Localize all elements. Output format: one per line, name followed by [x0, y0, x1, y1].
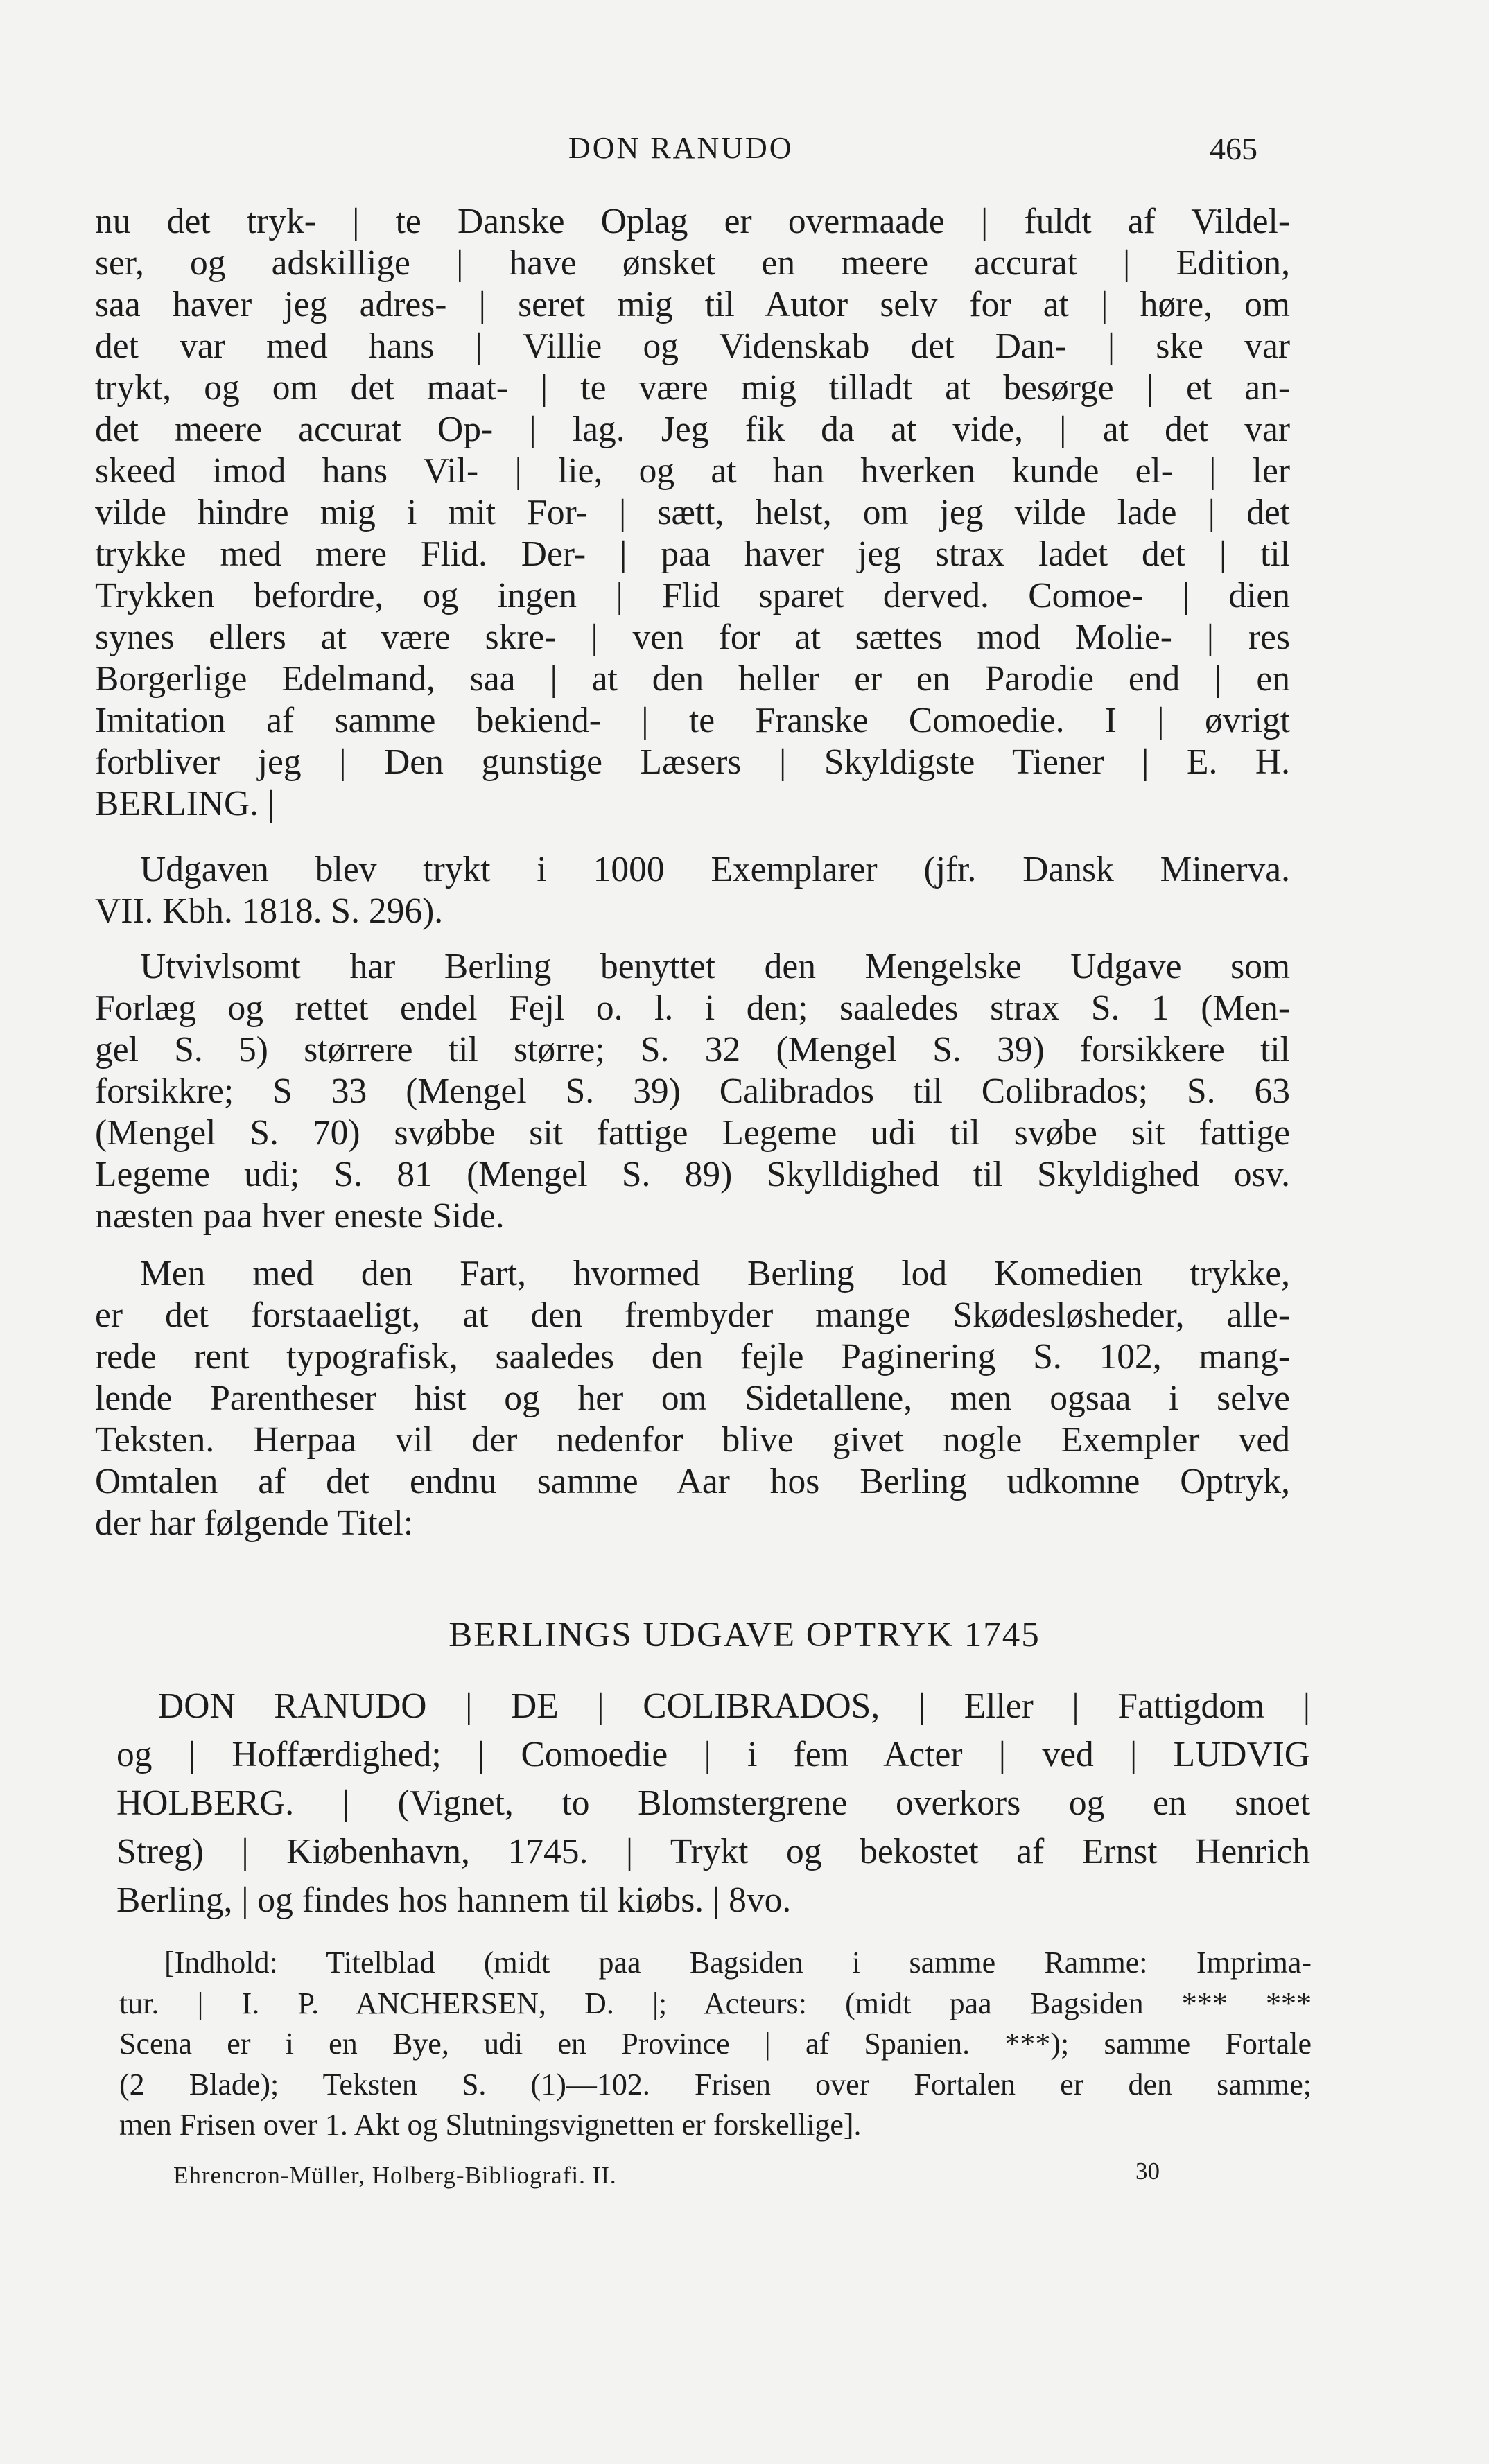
text-line: Utvivlsomt har Berling benyttet den Mengelske Udgave som — [140, 947, 1290, 986]
section-heading: BERLINGS UDGAVE OPTRYK 1745 — [449, 1616, 1040, 1654]
text-line: rede rent typografisk, saaledes den fejle Paginering S. 102, mang- — [95, 1337, 1290, 1377]
text-line: det meere accurat Op- | lag. Jeg fik da at vide, | at det var — [95, 410, 1290, 449]
text-line: lende Parentheser hist og her om Sidetallene, men ogsaa i selve — [95, 1379, 1290, 1418]
text-line: Berling, | og findes hos hannem til kiøbs. | 8vo. — [116, 1880, 792, 1920]
text-line: Forlæg og rettet endel Fejl o. l. i den; saaledes strax S. 1 (Men- — [95, 988, 1290, 1028]
text-line: vilde hindre mig i mit For- | sætt, helst, om jeg vilde lade | det — [95, 493, 1290, 532]
paragraph-mengel-edition — [95, 946, 1290, 1237]
text-line: ser, og adskillige | have ønsket en meere accurat | Edition, — [95, 243, 1290, 283]
running-title: DON RANUDO — [568, 131, 794, 165]
quoted-preface — [95, 201, 1290, 825]
text-line: næsten paa hver eneste Side. — [95, 1196, 505, 1236]
text-line: Men med den Fart, hvormed Berling lod Komedien trykke, — [140, 1254, 1290, 1293]
footer-text: Ehrencron-Müller, Holberg-Bibliografi. II. — [173, 2162, 617, 2189]
text-line: VII. Kbh. 1818. S. 296). — [95, 891, 444, 931]
quote-paragraph — [95, 201, 1290, 825]
text-line: Scena er i en Bye, udi en Province | af Spanien. ***); samme Fortale — [119, 2027, 1312, 2061]
text-line: men Frisen over 1. Akt og Slutningsvignetten er forskellige]. — [119, 2108, 862, 2142]
text-line: Legeme udi; S. 81 (Mengel S. 89) Skylldighed til Skyldighed osv. — [95, 1155, 1290, 1194]
text-line: trykt, og om det maat- | te være mig tilladt at besørge | et an- — [95, 368, 1290, 408]
paragraph-printing-errors — [95, 1253, 1290, 1544]
text-line: HOLBERG. | (Vignet, to Blomstergrene overkors og en snoet — [116, 1783, 1310, 1823]
text-line: (2 Blade); Teksten S. (1)—102. Frisen over Fortalen er den samme; — [119, 2067, 1312, 2102]
text-line: nu det tryk- | te Danske Oplag er overmaade | fuldt af Vildel- — [95, 202, 1290, 241]
text-line: synes ellers at være skre- | ven for at sættes mod Molie- | res — [95, 618, 1290, 657]
text-line: forsikkre; S 33 (Mengel S. 39) Calibrados til Colibrados; S. 63 — [95, 1072, 1290, 1111]
paragraph-edition-size — [95, 849, 1290, 932]
text-line: BERLING. | — [95, 784, 275, 823]
text-line: Udgaven blev trykt i 1000 Exemplarer (jfr. Dansk Minerva. — [140, 850, 1290, 889]
running-head — [0, 130, 1489, 172]
text-line: Borgerlige Edelmand, saa | at den heller er en Parodie end | en — [95, 659, 1290, 699]
text-line: Omtalen af det endnu samme Aar hos Berling udkomne Optryk, — [95, 1462, 1290, 1501]
text-line: Trykken befordre, og ingen | Flid sparet derved. Comoe- | dien — [95, 576, 1290, 615]
contents-note — [119, 1943, 1312, 2146]
text-line: gel S. 5) størrere til større; S. 32 (Mengel S. 39) forsikkere til — [95, 1030, 1290, 1069]
text-line: Streg) | Kiøbenhavn, 1745. | Trykt og bekostet af Ernst Henrich — [116, 1832, 1310, 1871]
text-line: det var med hans | Villie og Videnskab det Dan- | ske var — [95, 326, 1290, 366]
page-footer — [0, 2158, 1489, 2196]
text-line: Teksten. Herpaa vil der nedenfor blive givet nogle Exempler ved — [95, 1420, 1290, 1460]
text-line: skeed imod hans Vil- | lie, og at han hverken kunde el- | ler — [95, 451, 1290, 491]
text-line: DON RANUDO | DE | COLIBRADOS, | Eller | Fattigdom | — [158, 1686, 1310, 1726]
page-number: 465 — [1210, 131, 1257, 166]
text-line: der har følgende Titel: — [95, 1503, 414, 1543]
text-line: og | Hoffærdighed; | Comoedie | i fem Acter | ved | LUDVIG — [116, 1735, 1310, 1774]
sheet-number: 30 — [1135, 2158, 1160, 2185]
text-line: tur. | I. P. ANCHERSEN, D. |; Acteurs: (midt paa Bagsiden *** *** — [119, 1986, 1312, 2020]
text-line: (Mengel S. 70) svøbbe sit fattige Legeme udi til svøbe sit fattige — [95, 1113, 1290, 1153]
text-line: [Indhold: Titelblad (midt paa Bagsiden i samme Ramme: Imprima- — [164, 1946, 1312, 1980]
text-line: Imitation af samme bekiend- | te Franske Comoedie. I | øvrigt — [95, 701, 1290, 740]
text-line: saa haver jeg adres- | seret mig til Autor selv for at | høre, om — [95, 285, 1290, 324]
text-line: trykke med mere Flid. Der- | paa haver jeg strax ladet det | til — [95, 534, 1290, 574]
text-line: forbliver jeg | Den gunstige Læsers | Skyldigste Tiener | E. H. — [95, 742, 1290, 782]
text-line: er det forstaaeligt, at den frembyder mange Skødesløsheder, alle- — [95, 1295, 1290, 1335]
bibliographic-title — [116, 1682, 1310, 1925]
